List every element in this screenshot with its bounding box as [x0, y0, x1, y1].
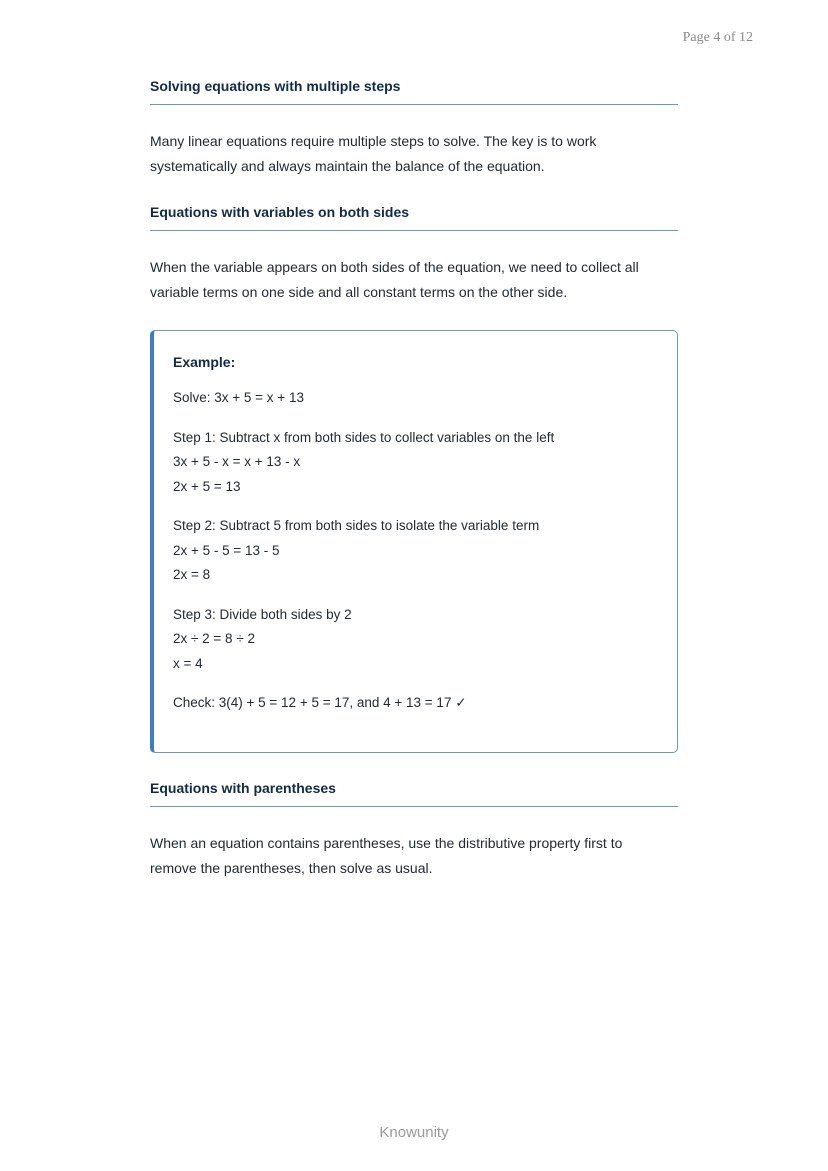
paragraph-line: Many linear equations require multiple steps to solve. The key is to work	[150, 133, 597, 149]
footer-brand: Knowunity	[379, 1124, 449, 1141]
example-title: Example:	[173, 354, 236, 370]
paragraph-both-sides	[150, 255, 678, 305]
paragraph-line: remove the parentheses, then solve as usual.	[150, 860, 433, 876]
example-step-3-line-1: 2x ÷ 2 = 8 ÷ 2	[173, 631, 255, 646]
section-heading-multiple-steps: Solving equations with multiple steps	[150, 78, 678, 105]
example-step-3: Step 3: Divide both sides by 2	[173, 606, 352, 622]
paragraph-line: When an equation contains parentheses, use the distributive property first to	[150, 835, 623, 851]
page-number: Page 4 of 12	[682, 30, 753, 45]
example-box	[150, 330, 678, 753]
example-step-2-line-1: 2x + 5 - 5 = 13 - 5	[173, 542, 280, 558]
paragraph-parentheses	[150, 831, 678, 881]
example-step-1: Step 1: Subtract x from both sides to collect variables on the left	[173, 429, 555, 445]
section-heading-parentheses: Equations with parentheses	[150, 780, 678, 807]
paragraph-line: variable terms on one side and all constant terms on the other side.	[150, 284, 568, 300]
example-check: Check: 3(4) + 5 = 12 + 5 = 17, and 4 + 13 = 17 ✓	[173, 695, 467, 710]
example-step-3-line-2: x = 4	[173, 655, 203, 671]
example-step-1-line-1: 3x + 5 - x = x + 13 - x	[173, 454, 301, 469]
document-content	[150, 78, 678, 881]
example-step-2-line-2: 2x = 8	[173, 567, 211, 582]
example-problem: Solve: 3x + 5 = x + 13	[173, 390, 304, 405]
paragraph-multiple-steps	[150, 129, 678, 179]
paragraph-line: systematically and always maintain the balance of the equation.	[150, 158, 545, 174]
section-heading-both-sides: Equations with variables on both sides	[150, 204, 678, 231]
example-step-1-line-2: 2x + 5 = 13	[173, 478, 241, 494]
paragraph-line: When the variable appears on both sides of the equation, we need to collect all	[150, 259, 639, 275]
example-step-2: Step 2: Subtract 5 from both sides to isolate the variable term	[173, 518, 540, 533]
